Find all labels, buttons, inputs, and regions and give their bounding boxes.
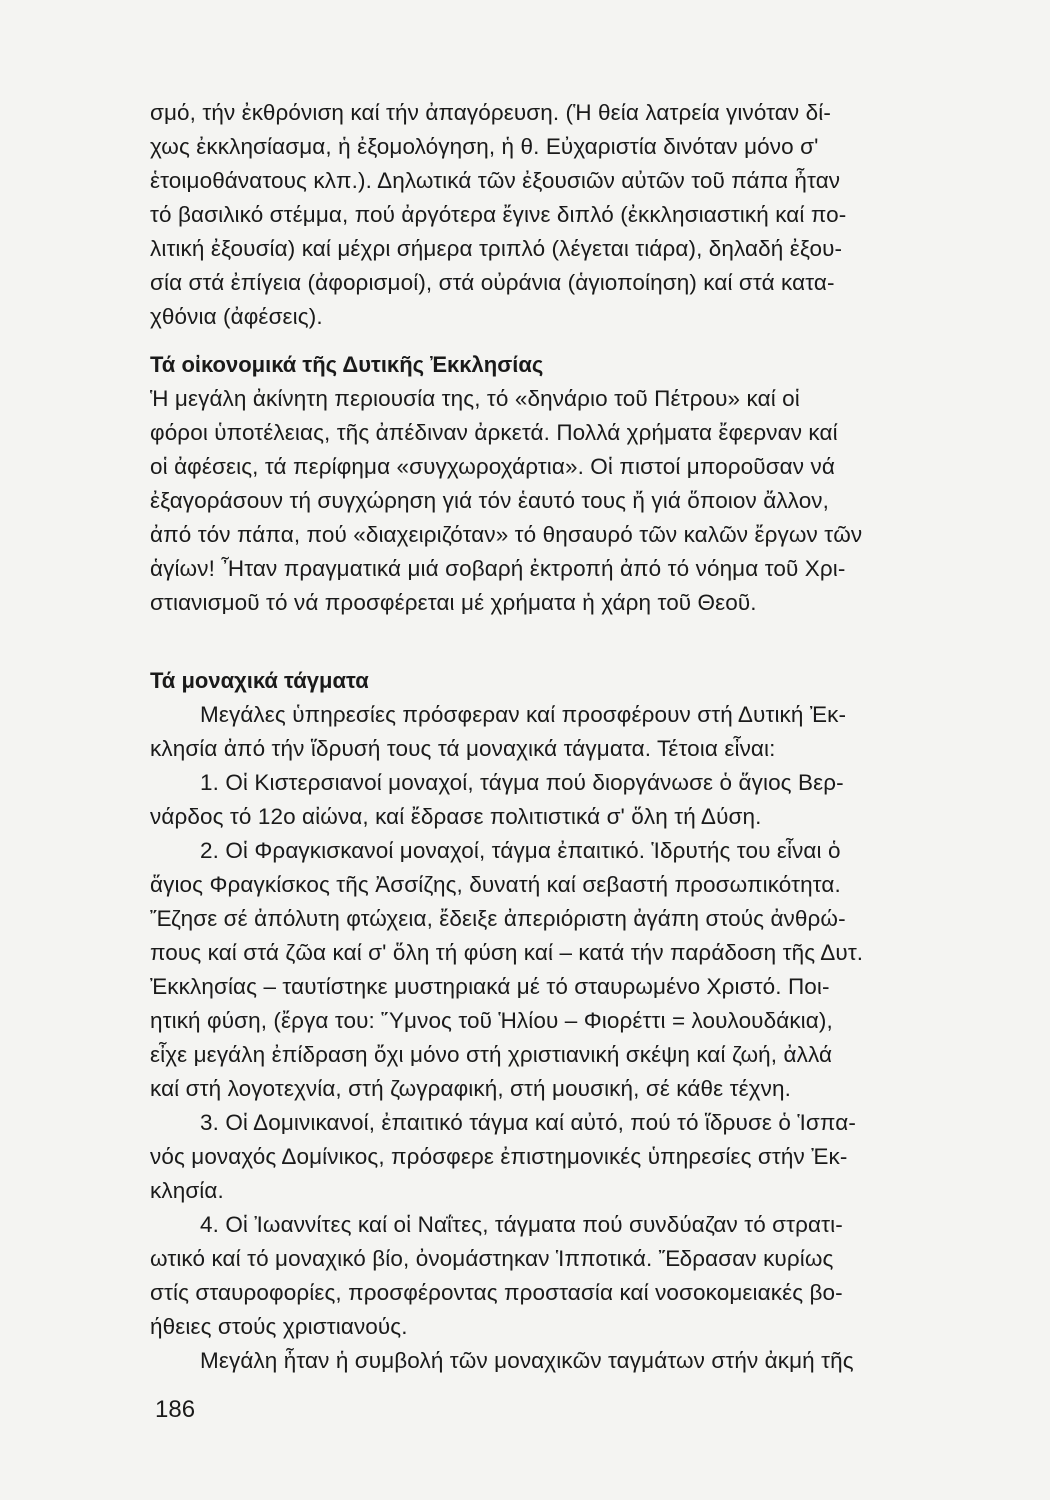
text-line: καί στή λογοτεχνία, στή ζωγραφική, στή μουσική, σέ κάθε τέχνη. <box>150 1076 791 1101</box>
text-line: ήθειες στούς χριστιανούς. <box>150 1314 408 1339</box>
text-line: Ἐκκλησίας – ταυτίστηκε μυστηριακά μέ τό σταυρωμένο Χριστό. Ποι- <box>150 974 830 999</box>
text-line: πους καί στά ζῶα καί σ' ὅλη τή φύση καί – κατά τήν παράδοση τῆς Δυτ. <box>150 940 864 965</box>
text-line: ἐξαγοράσουν τή συγχώρηση γιά τόν ἑαυτό τους ἤ γιά ὅποιον ἄλλον, <box>150 488 830 513</box>
text-line: σμό, τήν ἐκθρόνιση καί τήν ἀπαγόρευση. (Ἡ θεία λατρεία γινόταν δί- <box>150 100 831 125</box>
text-line: χως ἐκκλησίασμα, ἡ ἐξομολόγηση, ἡ θ. Εὐχαριστία δινόταν μόνο σ' <box>150 134 819 159</box>
text-line: ἑτοιμοθάνατους κλπ.). Δηλωτικά τῶν ἐξουσιῶν αὐτῶν τοῦ πάπα ἦταν <box>150 168 841 193</box>
list-item-knights <box>150 1208 980 1344</box>
text-line: ωτικό καί τό μοναχικό βίο, ὀνομάστηκαν Ἱπποτικά. Ἔδρασαν κυρίως <box>150 1246 834 1271</box>
text-line: ητική φύση, (ἔργα του: Ὕμνος τοῦ Ἡλίου – Φιορέττι = λουλουδάκια), <box>150 1008 833 1033</box>
text-line: 1. Οἱ Κιστερσιανοί μοναχοί, τάγμα πού διοργάνωσε ὁ ἅγιος Βερ- <box>200 770 844 795</box>
text-line: 2. Οἱ Φραγκισκανοί μοναχοί, τάγμα ἐπαιτικό. Ἱδρυτής του εἶναι ὁ <box>200 838 841 863</box>
text-line: 4. Οἱ Ἰωαννίτες καί οἱ Ναΐτες, τάγματα πού συνδύαζαν τό στρατι- <box>200 1212 843 1237</box>
text-line: Μεγάλη ἦταν ἡ συμβολή τῶν μοναχικῶν ταγμάτων στήν ἀκμή τῆς <box>200 1348 854 1373</box>
text-line: σία στά ἐπίγεια (ἀφορισμοί), στά οὐράνια (ἁγιοποίηση) καί στά κατα- <box>150 270 835 295</box>
text-line: Ἔζησε σέ ἀπόλυτη φτώχεια, ἔδειξε ἀπεριόριστη ἀγάπη στούς ἀνθρώ- <box>150 906 846 931</box>
text-line: οἱ ἀφέσεις, τά περίφημα «συγχωροχάρτια». Οἱ πιστοί μποροῦσαν νά <box>150 454 835 479</box>
closing-paragraph <box>150 1344 980 1378</box>
text-line: κλησία. <box>150 1178 224 1203</box>
text-line: κλησία ἀπό τήν ἵδρυσή τους τά μοναχικά τάγματα. Τέτοια εἶναι: <box>150 736 776 761</box>
section-heading-economics: Τά οἰκονομικά τῆς Δυτικῆς Ἐκκλησίας <box>150 352 544 377</box>
list-item-cistercians <box>150 766 980 834</box>
text-line: Μεγάλες ὑπηρεσίες πρόσφεραν καί προσφέρουν στή Δυτική Ἐκ- <box>200 702 847 727</box>
text-line: ἀπό τόν πάπα, πού «διαχειριζόταν» τό θησαυρό τῶν καλῶν ἔργων τῶν <box>150 522 863 547</box>
orders-intro-paragraph <box>150 698 980 766</box>
page-body <box>150 96 980 1378</box>
text-line: ἅγιος Φραγκίσκος τῆς Ἀσσίζης, δυνατή καί σεβαστή προσωπικότητα. <box>150 872 841 897</box>
intro-paragraph <box>150 96 980 334</box>
text-line: χθόνια (ἀφέσεις). <box>150 304 323 329</box>
list-item-dominicans <box>150 1106 980 1208</box>
text-line: ἁγίων! Ἦταν πραγματικά μιά σοβαρή ἐκτροπή ἀπό τό νόημα τοῦ Χρι- <box>150 556 846 581</box>
text-line: στίς σταυροφορίες, προσφέροντας προστασία καί νοσοκομειακές βο- <box>150 1280 843 1305</box>
text-line: φόροι ὑποτέλειας, τῆς ἀπέδιναν ἀρκετά. Πολλά χρήματα ἔφερναν καί <box>150 420 838 445</box>
text-line: τό βασιλικό στέμμα, πού ἀργότερα ἔγινε διπλό (ἐκκλησιαστική καί πο- <box>150 202 847 227</box>
text-line: 3. Οἱ Δομινικανοί, ἐπαιτικό τάγμα καί αὐτό, πού τό ἵδρυσε ὁ Ἱσπα- <box>200 1110 856 1135</box>
text-line: στιανισμοῦ τό νά προσφέρεται μέ χρήματα ἡ χάρη τοῦ Θεοῦ. <box>150 590 757 615</box>
text-line: Ἡ μεγάλη ἀκίνητη περιουσία της, τό «δηνάριο τοῦ Πέτρου» καί οἱ <box>150 386 800 411</box>
text-line: λιτική ἐξουσία) καί μέχρι σήμερα τριπλό (λέγεται τιάρα), δηλαδή ἐξου- <box>150 236 843 261</box>
text-line: νός μοναχός Δομίνικος, πρόσφερε ἐπιστημονικές ὑπηρεσίες στήν Ἐκ- <box>150 1144 848 1169</box>
economics-paragraph <box>150 382 980 620</box>
section-heading-monastic-orders: Τά μοναχικά τάγματα <box>150 668 369 693</box>
page-number: 186 <box>155 1396 196 1423</box>
text-line: εἶχε μεγάλη ἐπίδραση ὄχι μόνο στή χριστιανική σκέψη καί ζωή, ἀλλά <box>150 1042 833 1067</box>
text-line: νάρδος τό 12ο αἰώνα, καί ἔδρασε πολιτιστικά σ' ὅλη τή Δύση. <box>150 804 762 829</box>
list-item-franciscans <box>150 834 980 1106</box>
